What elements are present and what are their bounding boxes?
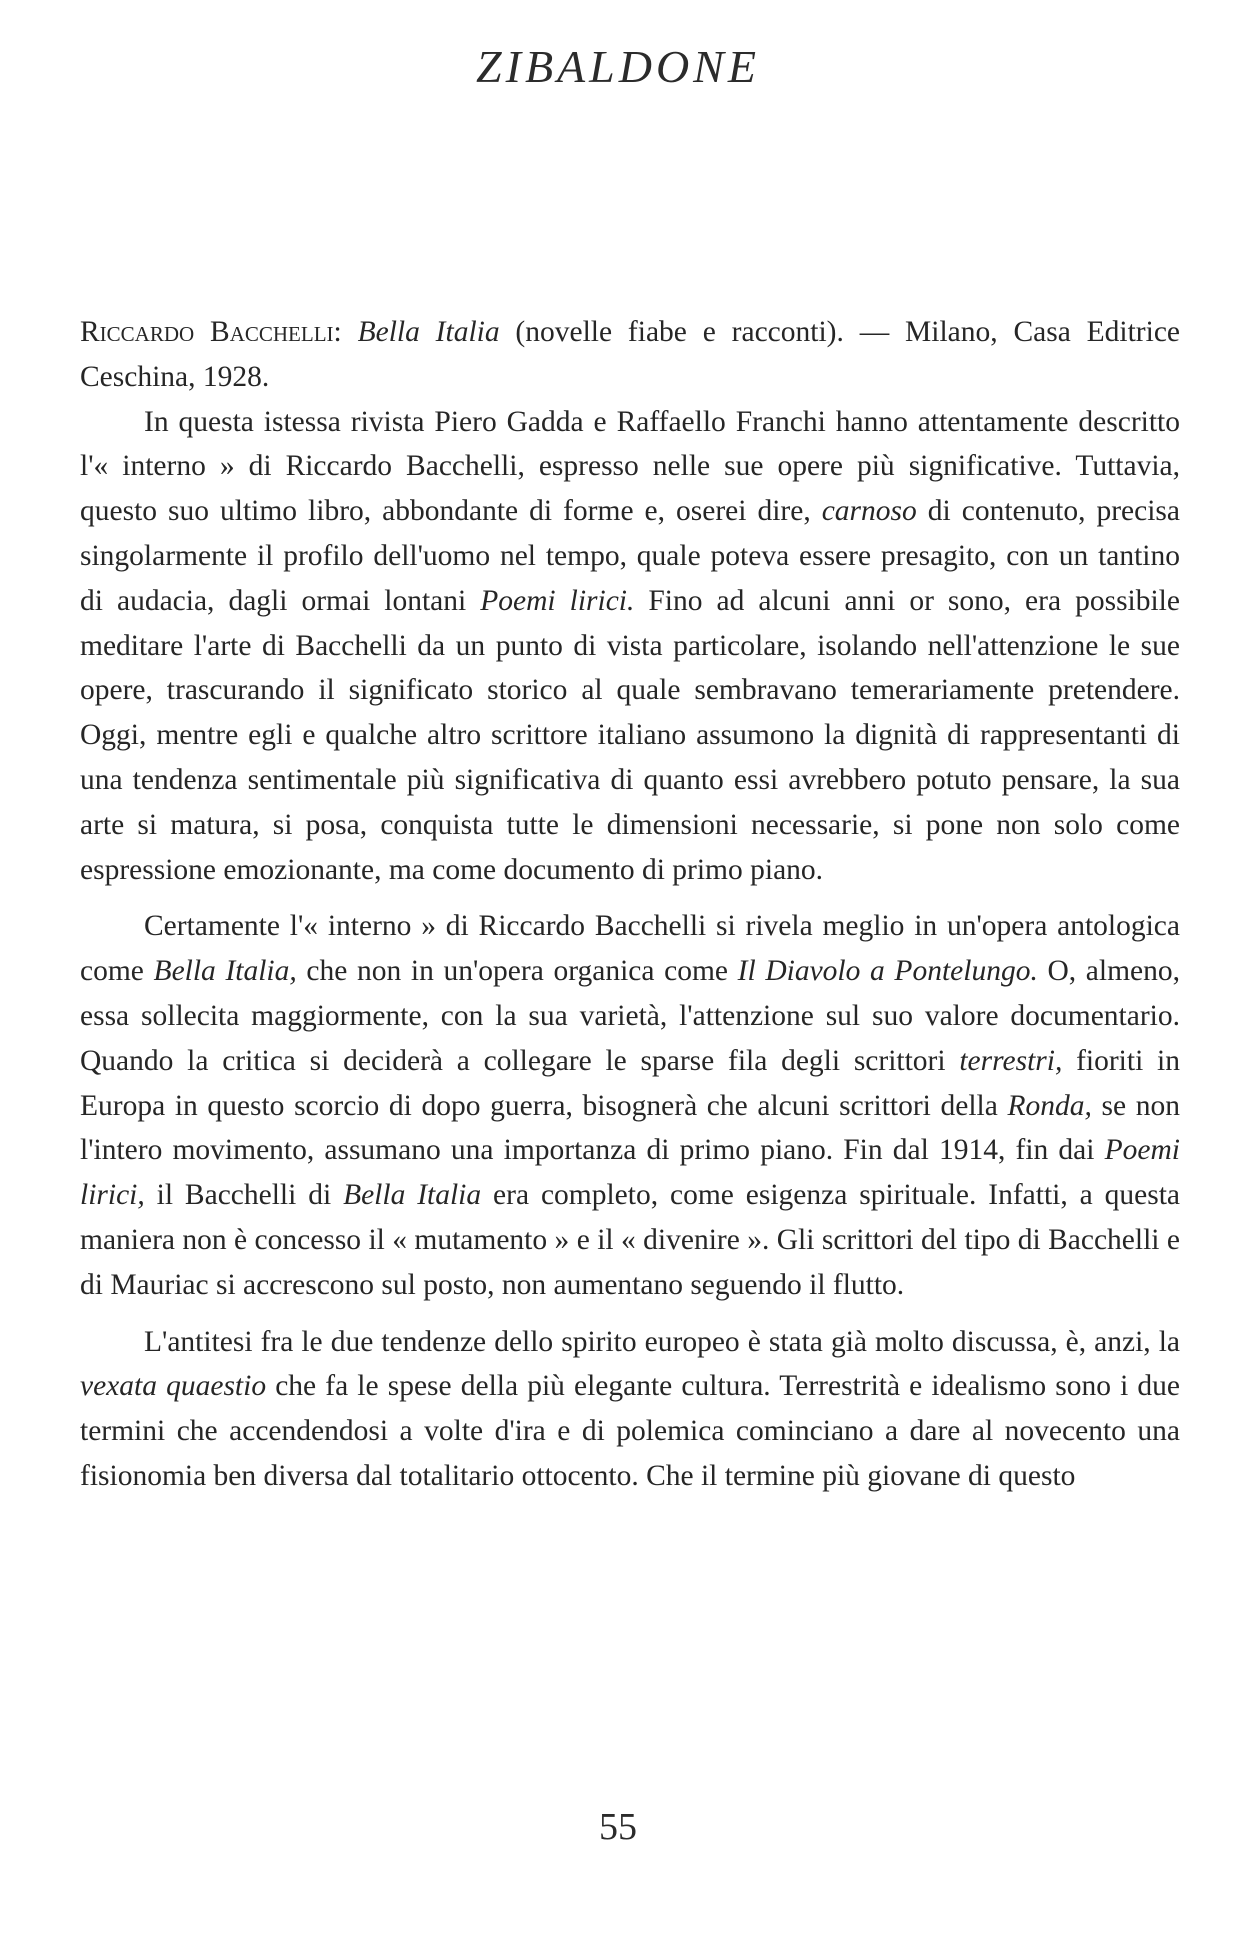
paragraph-2-text: O, almeno, essa sollecita maggiormente, con la sua varietà, l'attenzione sul suo valore documentario. Quando la critica si deciderà a collegare le sparse fila degli scrittori xyxy=(80,955,1181,1077)
citation-author: Riccardo Bacchelli xyxy=(80,316,334,348)
paragraph-2-italic: Il Diavolo a Pontelungo. xyxy=(737,955,1038,988)
book-citation xyxy=(80,310,1180,400)
paragraph-1-text: In questa istessa rivista Piero Gadda e Raffaello Franchi hanno attentamente descritto l'« interno » di Riccardo Bacchelli, espresso nelle sue opere più significative. Tuttavia, questo suo ultimo libro, abbondante di forme e, oserei dire, xyxy=(80,405,1180,528)
paragraph-2-italic: terrestri, xyxy=(959,1044,1063,1077)
citation-details: (novelle fiabe e racconti). — Milano, Casa Editrice Ceschina, 1928. xyxy=(80,316,1181,393)
body-text xyxy=(80,310,1180,1499)
paragraph-3 xyxy=(80,1320,1180,1499)
paragraph-2-text: se non l'intero movimento, assumano una importanza di primo piano. Fin dal 1914, fin dai xyxy=(80,1089,1180,1167)
citation-book-title: Bella Italia xyxy=(357,316,500,348)
paragraph-2-text: era completo, come esigenza spirituale. Infatti, a questa maniera non è concesso il « mutamento » e il « divenire ». Gli scrittori del tipo di Bacchelli e di Mauriac si accrescono sul posto, non aumentano seguendo il flutto. xyxy=(80,1179,1180,1301)
paragraph-1 xyxy=(80,400,1180,893)
paragraph-2-text: il Bacchelli di xyxy=(144,1179,344,1212)
paragraph-2-text: che non in un'opera organica come xyxy=(296,955,738,988)
paragraph-2-italic: Poemi lirici, xyxy=(80,1134,1180,1212)
page-number: 55 xyxy=(599,1806,637,1848)
paragraph-2-italic: Ronda, xyxy=(1007,1089,1092,1122)
section-title: ZIBALDONE xyxy=(476,41,760,92)
paragraph-2-text: Certamente l'« interno » di Riccardo Bacchelli si rivela meglio in un'opera antologica come xyxy=(80,910,1180,988)
paragraph-3-text: che fa le spese della più elegante cultura. Terrestrità e idealismo sono i due termini che accendendosi a volte d'ira e di polemica cominciano a dare al novecento una fisionomia ben diversa dal totalitario ottocento. Che il termine più giovane di questo xyxy=(80,1370,1180,1492)
paragraph-2-italic: Bella Italia xyxy=(343,1179,482,1212)
paragraph-2-italic: Bella Italia, xyxy=(153,955,297,988)
paragraph-2 xyxy=(80,904,1180,1307)
citation-colon: : xyxy=(333,316,358,348)
paragraph-1-italic: carnoso xyxy=(821,495,917,528)
paragraph-3-italic: vexata quaestio xyxy=(80,1370,267,1403)
paragraph-1-text: di contenuto, precisa singolarmente il profilo dell'uomo nel tempo, quale poteva essere presagito, con un tantino di audacia, dagli ormai lontani xyxy=(80,495,1180,617)
paragraph-2-text: fioriti in Europa in questo scorcio di dopo guerra, bisognerà che alcuni scrittori della xyxy=(80,1044,1180,1122)
paragraph-1-italic: Poemi lirici. xyxy=(480,584,635,617)
paragraph-3-text: L'antitesi fra le due tendenze dello spirito europeo è stata già molto discussa, è, anzi, la xyxy=(144,1325,1180,1358)
paragraph-1-text: Fino ad alcuni anni or sono, era possibile meditare l'arte di Bacchelli da un punto di vista particolare, isolando nell'attenzione le sue opere, trascurando il significato storico al quale sembravano temerariamente pretendere. Oggi, mentre egli e qualche altro scrittore italiano assumono la dignità di rappresentanti di una tendenza sentimentale più significativa di quanto essi avrebbero potuto pensare, la sua arte si matura, si posa, conquista tutte le dimensioni necessarie, si pone non solo come espressione emozionante, ma come documento di primo piano. xyxy=(80,584,1180,886)
